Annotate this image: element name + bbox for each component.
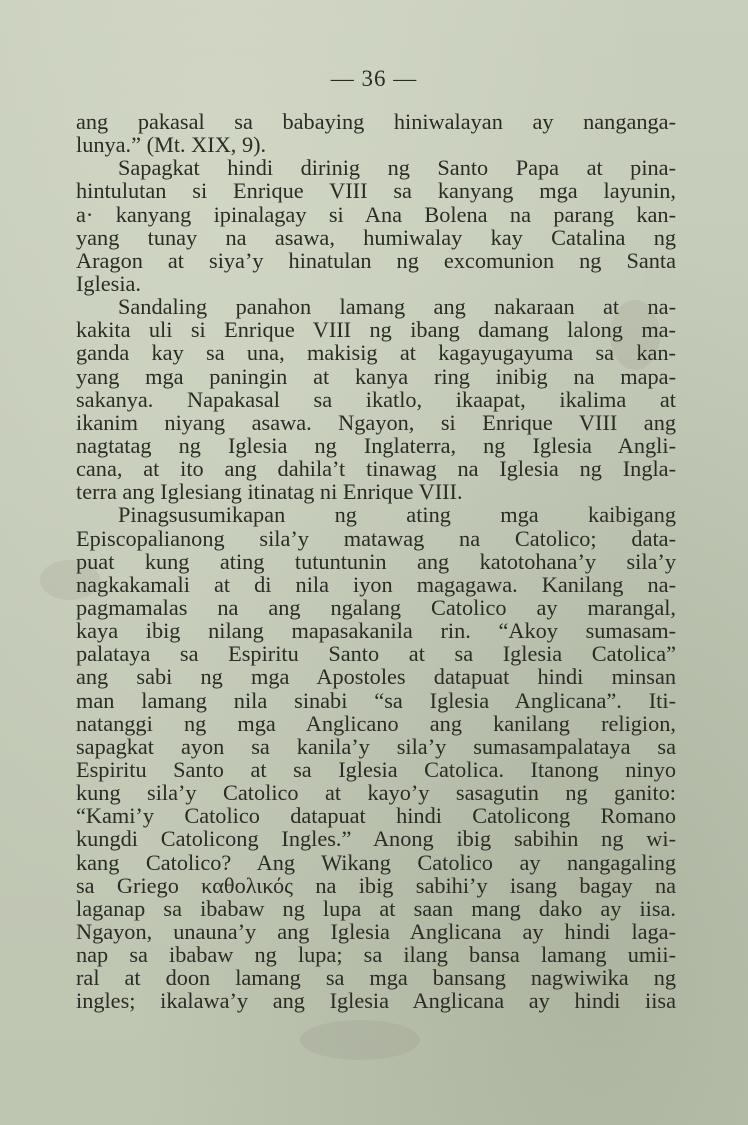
text-line: ganda kay sa una, makisig at kagayugayuma sa kan- — [76, 340, 676, 366]
text-line: sapagkat ayon sa kanila’y sila’y sumasampalataya sa — [76, 733, 676, 759]
text-line: a· kanyang ipinalagay si Ana Bolena na parang kan- — [76, 201, 676, 227]
text-line: Ngayon, unauna’y ang Iglesia Anglicana ay hindi laga- — [76, 918, 676, 944]
text-line: ikanim niyang asawa. Ngayon, si Enrique VIII ang — [76, 409, 676, 435]
body-text — [76, 110, 676, 1012]
text-line: Pinagsusumikapan ng ating mga kaibigang — [118, 502, 676, 528]
text-line: kung sila’y Catolico at kayo’y sasagutin ng ganito: — [76, 780, 676, 806]
text-line: ingles; ikalawa’y ang Iglesia Anglicana ay hindi iisa — [76, 988, 676, 1014]
text-line: ang sabi ng mga Apostoles datapuat hindi minsan — [76, 664, 676, 690]
text-line: sakanya. Napakasal sa ikatlo, ikaapat, ikalima at — [76, 386, 676, 412]
text-line: kakita uli si Enrique VIII ng ibang damang lalong ma- — [76, 317, 676, 343]
paper-stain — [300, 1020, 420, 1060]
text-line: kaya ibig nilang mapasakanila rin. “Akoy sumasam- — [76, 618, 676, 644]
text-line: Episcopalianong sila’y matawag na Catolico; data- — [76, 525, 676, 551]
text-line: Sandaling panahon lamang ang nakaraan at na- — [118, 294, 676, 320]
text-line: Aragon at siya’y hinatulan ng excomunion ng Santa — [76, 247, 676, 273]
text-line: man lamang nila sinabi “sa Iglesia Anglicana”. Iti- — [76, 687, 676, 713]
text-line: Sapagkat hindi dirinig ng Santo Papa at pina- — [118, 155, 676, 181]
text-line: lunya.” (Mt. XIX, 9). — [76, 132, 267, 158]
text-line: Espiritu Santo at sa Iglesia Catolica. Itanong ninyo — [76, 756, 676, 782]
text-line: nagtatag ng Iglesia ng Inglaterra, ng Iglesia Angli- — [76, 432, 676, 458]
text-line: ral at doon lamang sa mga bansang nagwiwika ng — [76, 965, 676, 991]
text-line: yang tunay na asawa, humiwalay kay Catalina ng — [76, 224, 676, 250]
page-number: — 36 — — [330, 66, 418, 91]
text-line: ang pakasal sa babaying hiniwalayan ay nanganga- — [76, 109, 676, 134]
text-line: puat kung ating tutuntunin ang katotohana’y sila’y — [76, 548, 676, 574]
text-line: “Kami’y Catolico datapuat hindi Catolicong Romano — [76, 803, 676, 829]
text-line: Iglesia. — [76, 270, 142, 296]
text-line: laganap sa ibabaw ng lupa at saan mang dako ay iisa. — [76, 895, 676, 921]
text-line: nagkakamali at di nila iyon magagawa. Kanilang na- — [76, 571, 676, 597]
text-line: natanggi ng mga Anglicano ang kanilang religion, — [76, 710, 676, 736]
text-line: cana, at ito ang dahila’t tinawag na Iglesia ng Ingla- — [76, 456, 676, 482]
text-line: kang Catolico? Ang Wikang Catolico ay nangagaling — [76, 849, 676, 875]
text-line: terra ang Iglesiang itinatag ni Enrique VIII. — [76, 479, 463, 505]
text-line: nap sa ibabaw ng lupa; sa ilang bansa lamang umii- — [76, 942, 676, 968]
text-line: yang mga paningin at kanya ring inibig na mapa- — [76, 363, 676, 389]
text-line: pagmamalas na ang ngalang Catolico ay marangal, — [76, 594, 676, 620]
text-line: palataya sa Espiritu Santo at sa Iglesia Catolica” — [76, 641, 676, 667]
text-line: hintulutan si Enrique VIII sa kanyang mga layunin, — [76, 178, 676, 204]
text-line: sa Griego καθολικός na ibig sabihi’y isang bagay na — [76, 872, 676, 898]
text-line: kungdi Catolicong Ingles.” Anong ibig sabihin ng wi- — [76, 826, 676, 852]
